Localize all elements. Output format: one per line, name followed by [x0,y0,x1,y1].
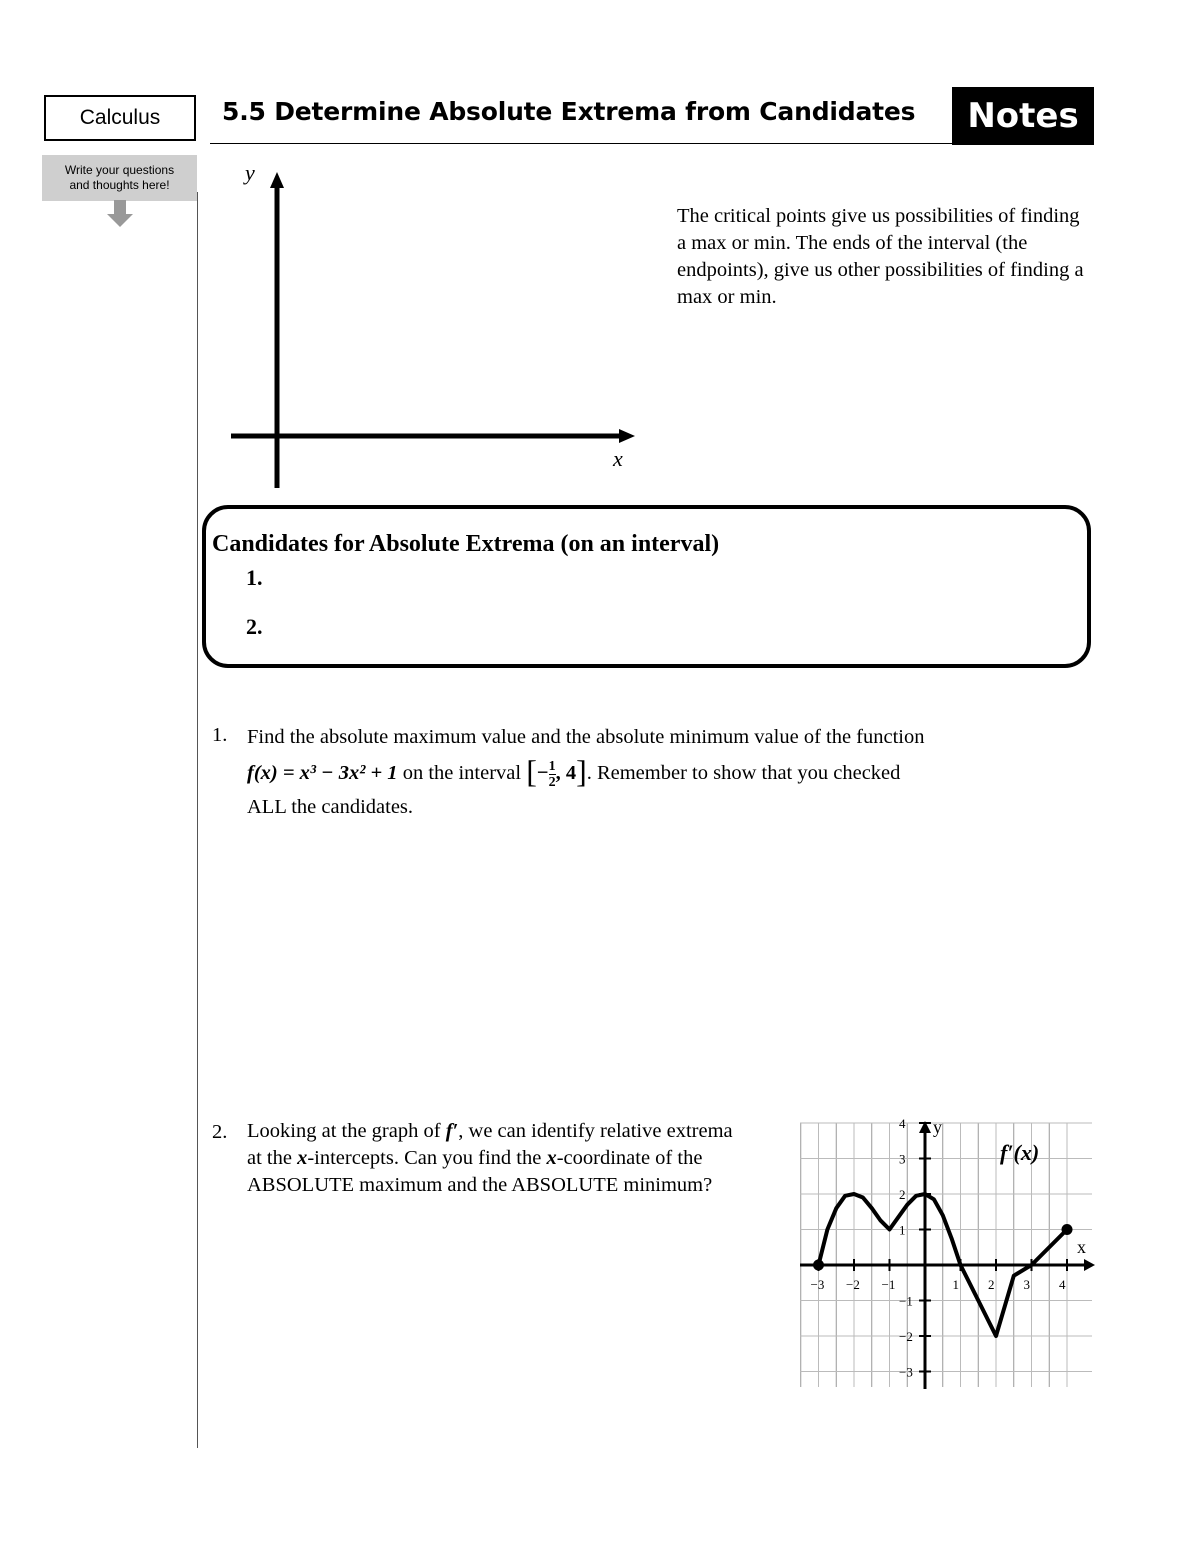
candidates-title: Candidates for Absolute Extrema (on an interval) [212,531,720,557]
course-label: Calculus [44,95,196,141]
x-tick-label: −1 [881,1277,896,1292]
y-tick-label: −3 [899,1364,913,1380]
x-tick-label: 1 [952,1277,959,1292]
problem-2-fprime: f′ [445,1120,459,1142]
chart-axes [800,1121,1095,1389]
problem-1-line3: ALL the candidates. [247,796,414,818]
intro-note: The critical points give us possibilities of finding a max or min. The ends of the interval (the endpoints), give us other possibilities of finding a max or min. [677,205,1084,308]
candidate-item-2: 2. [246,614,263,639]
problem-1-tail: . Remember to show that you checked [586,762,901,784]
lesson-title: 5.5 Determine Absolute Extrema from Candidates [222,97,916,126]
problem-2-text-a: Looking at the graph of [247,1120,441,1142]
x-tick-label: 4 [1059,1277,1066,1292]
problem-2-number: 2. [212,1121,228,1143]
problem-1-line1: Find the absolute maximum value and the absolute minimum value of the function [247,726,925,748]
x-tick-label: −2 [846,1277,860,1292]
problem-1-interval-lead: on the interval [402,762,522,784]
x-tick-label: 2 [988,1277,995,1292]
margin-divider [197,192,198,1448]
chart-grid [800,1123,1092,1387]
interval-open-bracket: [ [526,753,537,789]
problem-2-x-var-2: x [546,1147,557,1169]
y-axis-label: y [245,160,255,185]
problem-2-text [247,1118,747,1199]
problem-1-number: 1. [212,724,228,746]
candidates-box [202,505,1091,668]
chart-y-label: y [933,1117,942,1137]
margin-callout [42,155,197,201]
x-axis-label: x [613,446,623,471]
fraction-numerator: 1 [548,758,556,774]
y-tick-label: 1 [899,1222,906,1238]
y-tick-label: −1 [899,1293,913,1309]
blank-axes-sketch [225,160,645,495]
margin-callout-line2: and thoughts here! [69,178,170,192]
problem-2-text-c: -intercepts. Can you find the [307,1147,542,1169]
candidate-item-1: 1. [246,565,263,590]
notes-badge: Notes [952,87,1094,145]
y-tick-label: −2 [899,1329,913,1344]
x-axis-arrow [619,429,635,443]
interval-fraction [549,759,556,790]
fraction-denominator: 2 [548,774,556,790]
problem-2-text-b: , we can identify relative extrema at the [247,1120,733,1169]
y-tick-label: 4 [899,1116,906,1131]
title-underline [210,143,954,144]
problem-2-text-d: -coordinate of the ABSOLUTE maximum and the ABSOLUTE minimum? [247,1147,713,1196]
y-tick-label: 2 [899,1187,906,1202]
chart-title: f′(x) [1000,1140,1040,1165]
fprime-chart [790,1115,1100,1395]
interval-end: , 4 [555,762,577,784]
problem-2-x-var: x [297,1147,308,1169]
chart-x-label: x [1077,1237,1086,1257]
problem-1-line2 [247,754,1127,790]
x-axis-arrow [1084,1259,1095,1271]
x-tick-label: 3 [1023,1277,1030,1292]
endpoint-marker [1062,1224,1073,1235]
problem-1-function: f(x) = x³ − 3x² + 1 [247,762,398,784]
interval-close-bracket: ] [576,753,587,789]
problem-1-text [247,720,1127,824]
interval-neg: − [536,762,549,784]
y-axis-arrow [270,172,284,188]
x-tick-label: −3 [810,1277,825,1292]
endpoint-marker [813,1260,824,1271]
arrow-down-icon [106,200,134,228]
y-tick-label: 3 [899,1151,906,1167]
margin-callout-line1: Write your questions [64,163,175,177]
